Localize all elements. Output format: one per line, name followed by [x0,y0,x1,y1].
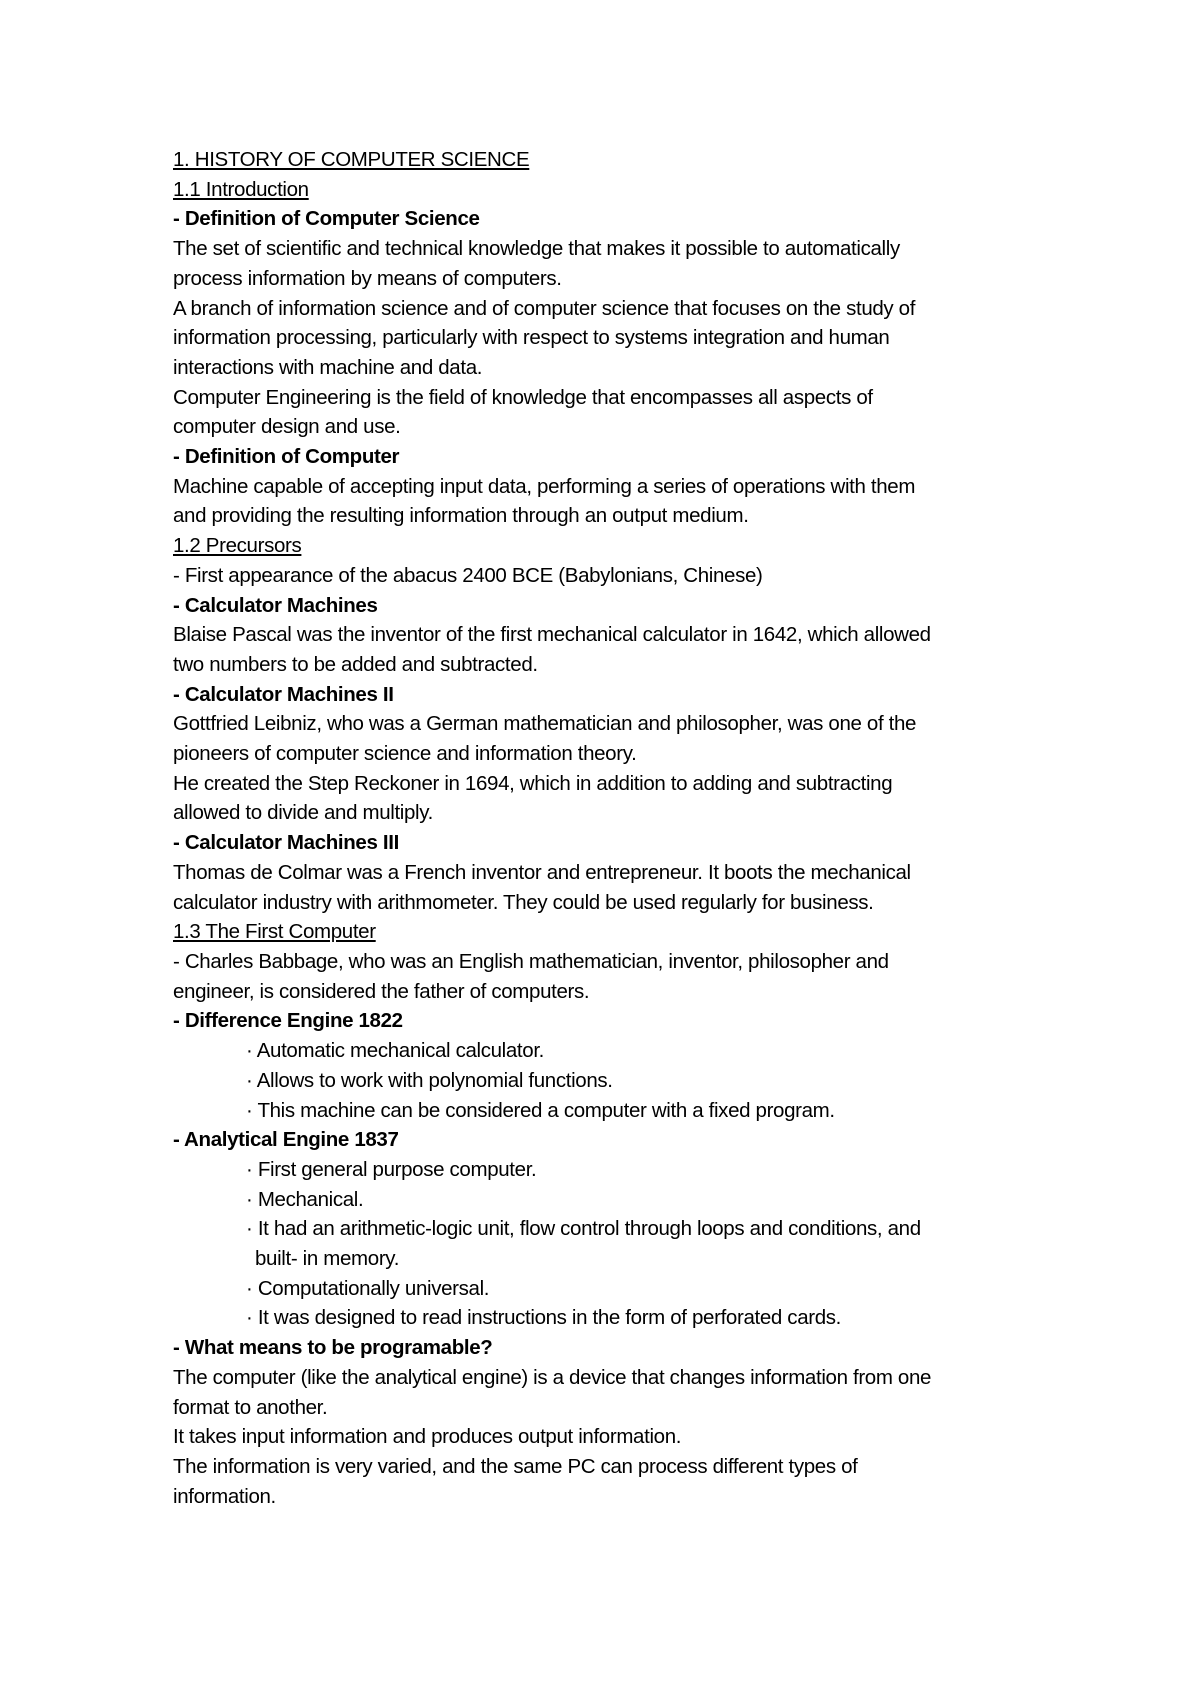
paragraph-line: The computer (like the analytical engine) is a device that changes information from one [173,1365,932,1389]
paragraph-line: and providing the resulting information through an output medium. [173,504,749,528]
paragraph-line: The set of scientific and technical knowledge that makes it possible to automatically [173,237,900,261]
subheading-definition-computer: - Definition of Computer [173,445,400,469]
list-item: · Mechanical. [246,1187,364,1211]
paragraph-line: A branch of information science and of computer science that focuses on the study of [173,296,916,320]
paragraph-line: engineer, is considered the father of computers. [173,979,590,1003]
paragraph-line: - First appearance of the abacus 2400 BCE (Babylonians, Chinese) [173,563,763,587]
paragraph-line: It takes input information and produces output information. [173,1425,682,1449]
paragraph-line: computer design and use. [173,415,401,439]
paragraph-line: Thomas de Colmar was a French inventor and entrepreneur. It boots the mechanical [173,860,911,884]
subheading-programable: - What means to be programable? [173,1336,493,1360]
paragraph-line: He created the Step Reckoner in 1694, which in addition to adding and subtracting [173,771,893,795]
list-item: · Automatic mechanical calculator. [246,1039,545,1063]
subheading-calculator-machines-iii: - Calculator Machines III [173,831,399,855]
subheading-calculator-machines-ii: - Calculator Machines II [173,682,394,706]
section-title-precursors: 1.2 Precursors [173,534,302,558]
paragraph-line: calculator industry with arithmometer. They could be used regularly for business. [173,890,874,914]
paragraph-line: pioneers of computer science and information theory. [173,742,637,766]
paragraph-line: Machine capable of accepting input data, performing a series of operations with them [173,474,916,498]
subheading-calculator-machines: - Calculator Machines [173,593,378,617]
section-title-first-computer: 1.3 The First Computer [173,920,376,944]
document-heading: 1. HISTORY OF COMPUTER SCIENCE [173,148,530,171]
subheading-definition-computer-science: - Definition of Computer Science [173,207,480,231]
paragraph-line: Computer Engineering is the field of knowledge that encompasses all aspects of [173,385,873,409]
paragraph-line: The information is very varied, and the same PC can process different types of [173,1454,858,1478]
paragraph-line: two numbers to be added and subtracted. [173,652,538,676]
paragraph-line: Blaise Pascal was the inventor of the first mechanical calculator in 1642, which allowed [173,623,931,647]
paragraph-line: Gottfried Leibniz, who was a German mathematician and philosopher, was one of the [173,712,917,736]
paragraph-line: format to another. [173,1395,328,1419]
paragraph-line: information processing, particularly with respect to systems integration and human [173,326,890,350]
list-item: · It had an arithmetic-logic unit, flow control through loops and conditions, and [246,1217,921,1241]
paragraph-line: interactions with machine and data. [173,355,483,379]
list-item-continuation: built- in memory. [255,1247,400,1271]
paragraph-line: - Charles Babbage, who was an English mathematician, inventor, philosopher and [173,949,889,973]
subheading-difference-engine: - Difference Engine 1822 [173,1009,403,1033]
list-item: · First general purpose computer. [246,1157,537,1181]
paragraph-line: information. [173,1484,276,1508]
paragraph-line: allowed to divide and multiply. [173,801,433,825]
list-item: · Allows to work with polynomial functions. [246,1068,613,1092]
list-item: · Computationally universal. [246,1276,490,1300]
paragraph-line: process information by means of computers. [173,266,562,290]
subheading-analytical-engine: - Analytical Engine 1837 [173,1128,399,1152]
document-page [173,145,1073,1511]
list-item: · It was designed to read instructions in the form of perforated cards. [246,1306,842,1330]
list-item: · This machine can be considered a computer with a fixed program. [246,1098,835,1122]
section-title-introduction: 1.1 Introduction [173,177,309,201]
